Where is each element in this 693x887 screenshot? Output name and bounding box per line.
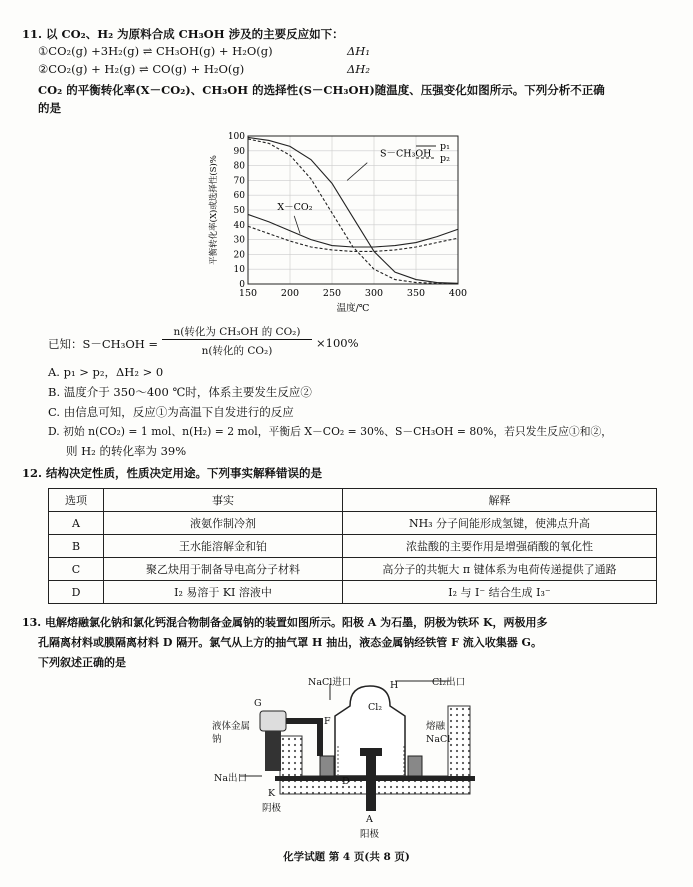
cell-option: C xyxy=(49,558,104,581)
q11-reaction-2: ②CO₂(g) + H₂(g) ⇌ CO(g) + H₂O(g) xyxy=(38,62,245,76)
q11-option-d: D. 初始 n(CO₂) = 1 mol、n(H₂) = 2 mol，平衡后 X－CO₂ = 30%、S－CH₃OH = 80%，若只发生反应①和②， xyxy=(48,425,613,438)
x-tick-label: 350 xyxy=(406,288,426,299)
q11-stem: 11. 以 CO₂、H₂ 为原料合成 CH₃OH 涉及的主要反应如下： xyxy=(22,27,344,41)
q11-reaction-1: ①CO₂(g) +3H₂(g) ⇌ CH₃OH(g) + H₂O(g) xyxy=(38,44,273,58)
table-header-row xyxy=(49,489,657,512)
q11-reaction-2-dh: ΔH₂ xyxy=(347,62,370,76)
header-explanation: 解释 xyxy=(343,489,657,512)
label-na-outlet: Na出口 xyxy=(214,773,247,784)
formula-denominator: n(转化的 CO₂) xyxy=(201,345,273,357)
q11-reaction-1-dh: ΔH₁ xyxy=(347,44,370,58)
x-tick-label: 150 xyxy=(238,288,258,299)
y-tick-label: 80 xyxy=(233,161,245,172)
formula-numerator: n(转化为 CH₃OH 的 CO₂) xyxy=(162,324,312,340)
label-nacl-inlet: NaCl进口 xyxy=(308,677,352,688)
q11-option-d-cont: 则 H₂ 的转化率为 39% xyxy=(66,444,187,458)
cathode-left xyxy=(320,756,334,776)
q13-line3: 下列叙述正确的是 xyxy=(38,656,126,669)
cell-explanation: 浓盐酸的主要作用是增强硝酸的氧化性 xyxy=(343,535,657,558)
y-tick-label: 20 xyxy=(233,250,245,261)
q12-table xyxy=(48,488,657,604)
header-fact: 事实 xyxy=(104,489,343,512)
x-tick-label: 200 xyxy=(280,288,300,299)
table-row xyxy=(49,581,657,604)
anode-rod xyxy=(366,756,376,811)
cell-option: B xyxy=(49,535,104,558)
x-tick-label: 250 xyxy=(322,288,342,299)
cathode-right xyxy=(408,756,422,776)
label-cl2: Cl₂ xyxy=(368,702,383,713)
annotation-s-ch3oh: S－CH₃OH xyxy=(380,148,432,160)
q11-description-cont: 的是 xyxy=(38,101,61,115)
y-tick-label: 40 xyxy=(233,220,245,231)
label-h: H xyxy=(390,680,399,691)
y-tick-label: 0 xyxy=(239,280,245,290)
label-anode: 阳极 xyxy=(360,829,380,840)
series-line xyxy=(248,214,458,247)
furnace-wall-left xyxy=(280,736,302,778)
q13-line1: 13. 电解熔融氯化钠和氯化钙混合物制备金属钠的装置如图所示。阳极 A 为石墨，阴极为铁环 K，两极用多 xyxy=(22,616,548,629)
anode-top xyxy=(360,748,382,756)
label-cathode: 阴极 xyxy=(262,803,282,814)
y-tick-label: 30 xyxy=(233,235,245,246)
cell-option: D xyxy=(49,581,104,604)
x-tick-label: 300 xyxy=(364,288,384,299)
cell-fact: I₂ 易溶于 KI 溶液中 xyxy=(104,581,343,604)
legend-label: p₂ xyxy=(440,153,450,164)
collector-pipe xyxy=(265,731,281,771)
annotation-x-co2: X－CO₂ xyxy=(277,202,313,213)
label-liquid-na: 液体金属钠 xyxy=(212,721,251,745)
label-g: G xyxy=(254,698,262,709)
collector-g xyxy=(260,711,286,731)
label-a: A xyxy=(366,814,373,825)
y-tick-label: 100 xyxy=(227,132,245,142)
label-cl2-outlet: Cl₂出口 xyxy=(432,677,466,688)
known-prefix: 已知：S－CH₃OH = xyxy=(48,337,159,351)
label-molten-nacl: 熔融NaCl xyxy=(426,721,451,745)
label-d: D xyxy=(342,776,350,787)
header-option: 选项 xyxy=(49,489,104,512)
q11-option-c: C. 由信息可知，反应①为高温下自发进行的反应 xyxy=(48,405,294,419)
y-tick-label: 60 xyxy=(233,191,245,202)
y-tick-label: 90 xyxy=(233,146,245,157)
table-row xyxy=(49,558,657,581)
y-axis-label: 平衡转化率(X)或选择性(S)% xyxy=(209,155,219,265)
y-tick-label: 70 xyxy=(233,176,245,187)
table-row xyxy=(49,535,657,558)
selectivity-conversion-chart xyxy=(206,118,476,321)
legend-label: p₁ xyxy=(440,141,450,152)
cell-explanation: NH₃ 分子间能形成氢键，使沸点升高 xyxy=(343,512,657,535)
page-footer: 化学试题 第 4 页(共 8 页) xyxy=(283,851,410,863)
cell-fact: 王水能溶解金和铂 xyxy=(104,535,343,558)
cell-explanation: I₂ 与 I⁻ 结合生成 I₃⁻ xyxy=(343,581,657,604)
cell-fact: 聚乙炔用于制备导电高分子材料 xyxy=(104,558,343,581)
formula-suffix: ×100% xyxy=(316,336,359,350)
label-k: K xyxy=(268,788,276,799)
q11-description: CO₂ 的平衡转化率(X－CO₂)、CH₃OH 的选择性(S－CH₃OH)随温度、压强变化如图所示。下列分析不正确 xyxy=(38,83,605,97)
x-tick-label: 400 xyxy=(448,288,468,299)
cell-option: A xyxy=(49,512,104,535)
y-tick-label: 50 xyxy=(233,206,245,216)
table-row xyxy=(49,512,657,535)
label-f: F xyxy=(324,716,331,727)
cell-fact: 液氨作制冷剂 xyxy=(104,512,343,535)
y-tick-label: 10 xyxy=(233,265,245,276)
cathode-bar xyxy=(275,776,475,781)
q11-option-a: A. p₁ > p₂，ΔH₂ > 0 xyxy=(48,365,164,379)
x-axis-label: 温度/℃ xyxy=(336,303,370,314)
q11-option-b: B. 温度介于 350～400 ℃时，体系主要发生反应② xyxy=(48,385,312,399)
cell-explanation: 高分子的共轭大 π 键体系为电荷传递提供了通路 xyxy=(343,558,657,581)
q13-line2: 孔隔离材料或膜隔离材料 D 隔开。氯气从上方的抽气罩 H 抽出，液态金属钠经铁管 F 流入收集器 G。 xyxy=(38,636,542,649)
chart-svg xyxy=(206,118,476,318)
q12-stem: 12. 结构决定性质，性质决定用途。下列事实解释错误的是 xyxy=(22,466,323,480)
